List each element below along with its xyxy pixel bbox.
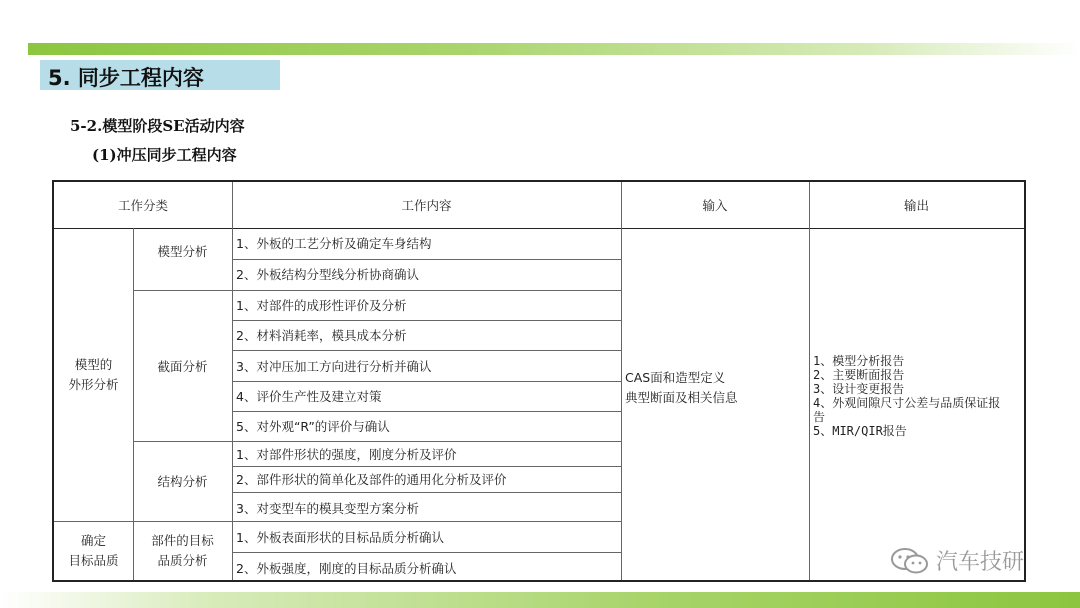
header-content: 工作内容 <box>401 198 452 213</box>
content-row: 2、外板强度，刚度的目标品质分析确认 <box>236 561 457 576</box>
section-subtitle: 5-2.模型阶段SE活动内容 <box>70 117 245 135</box>
header-category: 工作分类 <box>117 198 168 213</box>
output-item: 告 <box>813 410 826 424</box>
content-row: 5、对外观“R”的评价与确认 <box>236 419 390 434</box>
watermark-text: 汽车技研 <box>936 550 1025 575</box>
slide-title: 5. 同步工程内容 <box>48 66 204 90</box>
wechat-watermark <box>890 545 1024 576</box>
se-activity-table <box>52 180 1026 582</box>
content-row: 2、材料消耗率，模具成本分析 <box>236 328 407 343</box>
sub-target-quality-analysis <box>133 521 232 580</box>
input-line: 典型断面及相关信息 <box>625 390 738 405</box>
header-input: 输入 <box>702 198 728 213</box>
wechat-icon <box>890 547 930 575</box>
category-line: 外形分析 <box>68 376 119 392</box>
sub-line: 品质分析 <box>157 552 208 568</box>
slide-title-box <box>40 60 280 90</box>
subsection-subtitle: (1)冲压同步工程内容 <box>92 146 237 164</box>
sub-section-analysis: 截面分析 <box>157 358 208 374</box>
col-divider <box>809 182 810 580</box>
content-row: 1、对部件的成形性评价及分析 <box>236 298 407 313</box>
output-item: 2、主要断面报告 <box>813 368 905 382</box>
content-row: 2、外板结构分型线分析协商确认 <box>236 267 419 282</box>
header-output: 输出 <box>903 198 929 213</box>
output-item: 5、MIR/QIR报告 <box>813 424 907 438</box>
category-line: 模型的 <box>74 356 113 372</box>
content-row: 1、外板的工艺分析及确定车身结构 <box>236 236 432 251</box>
content-row: 2、部件形状的简单化及部件的通用化分析及评价 <box>236 472 507 487</box>
content-row: 3、对变型车的模具变型方案分析 <box>236 501 419 516</box>
output-item: 3、设计变更报告 <box>813 382 905 396</box>
input-info <box>625 368 805 408</box>
output-item: 1、模型分析报告 <box>813 354 905 368</box>
content-row: 1、对部件形状的强度，刚度分析及评价 <box>236 447 457 462</box>
output-item: 4、外观间隙尺寸公差与品质保证报 <box>813 396 1001 410</box>
content-row: 3、对冲压加工方向进行分析并确认 <box>236 359 432 374</box>
content-row: 4、评价生产性及建立对策 <box>236 389 382 404</box>
category-appearance-analysis <box>54 228 133 521</box>
sub-model-analysis: 模型分析 <box>157 244 208 259</box>
col-divider <box>621 182 622 580</box>
category-line: 确定 <box>80 532 106 548</box>
category-line: 目标品质 <box>68 552 119 568</box>
category-target-quality <box>54 521 133 580</box>
content-row: 1、外板表面形状的目标品质分析确认 <box>236 530 444 545</box>
output-list <box>813 354 1023 438</box>
bottom-accent-bar <box>0 592 1080 608</box>
input-line: CAS面和造型定义 <box>625 370 726 385</box>
top-accent-bar <box>28 43 1080 55</box>
sub-line: 部件的目标 <box>151 532 214 548</box>
sub-structure-analysis: 结构分析 <box>157 474 208 489</box>
